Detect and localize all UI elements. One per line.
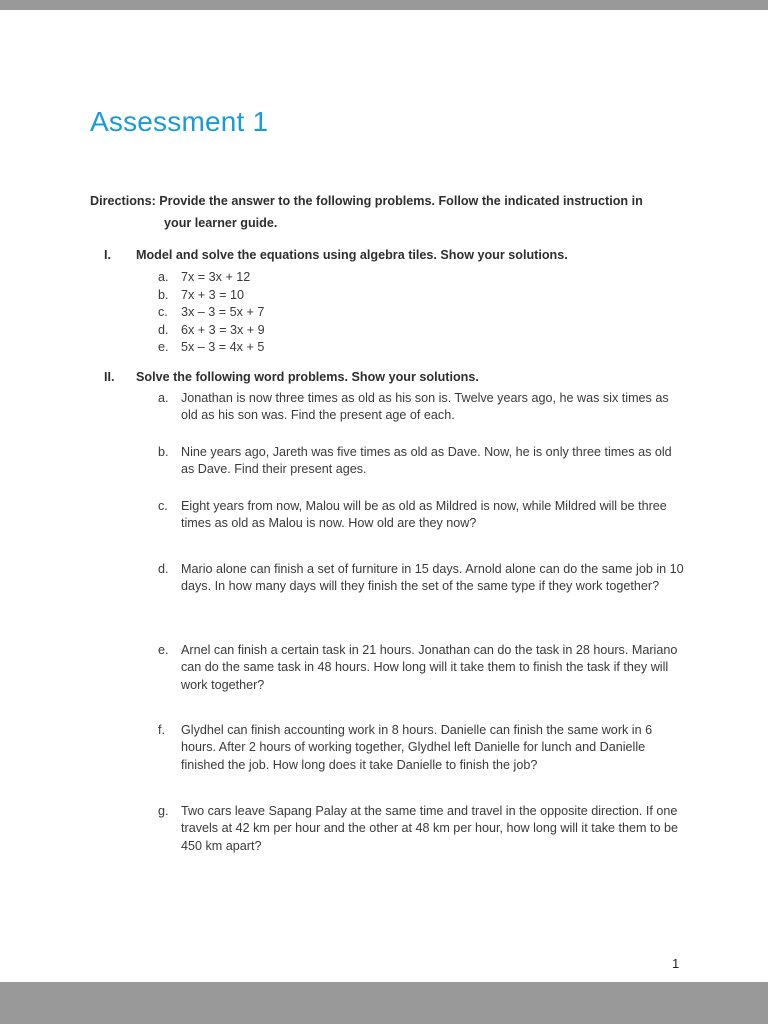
problem-text: Jonathan is now three times as old as his son is. Twelve years ago, he was six times as old as his son was. Find the present age of each. — [181, 391, 669, 423]
word-problem — [158, 722, 688, 774]
item-letter: d. — [158, 562, 169, 576]
equation-item — [158, 339, 265, 357]
item-letter: a. — [158, 391, 169, 405]
equation-list — [158, 269, 265, 357]
word-problem — [158, 390, 688, 425]
equation-item — [158, 287, 265, 305]
section-2-number: II. — [104, 370, 115, 384]
word-problem — [158, 561, 688, 596]
word-problem — [158, 498, 688, 533]
problem-text: Two cars leave Sapang Palay at the same time and travel in the opposite direction. If one travels at 42 km per hour and the other at 48 km per hour, how long will it take them to be 450 km apart? — [181, 804, 679, 853]
directions-line-2: your learner guide. — [164, 216, 278, 230]
word-problem — [158, 642, 688, 694]
item-letter: a. — [158, 270, 169, 284]
bottom-bar — [0, 982, 768, 1024]
page-title: Assessment 1 — [90, 106, 269, 137]
section-1-number: I. — [104, 248, 111, 262]
equation-item — [158, 304, 265, 322]
item-letter: b. — [158, 445, 169, 459]
item-letter: g. — [158, 804, 169, 818]
item-letter: d. — [158, 322, 169, 337]
item-letter: e. — [158, 340, 169, 355]
section-2-title: Solve the following word problems. Show your solutions. — [136, 370, 479, 384]
item-letter: f. — [158, 723, 165, 737]
item-letter: c. — [158, 305, 168, 320]
word-problem — [158, 803, 688, 855]
problem-text: Nine years ago, Jareth was five times as old as Dave. Now, he is only three times as old as Dave. Find their present ages. — [181, 445, 672, 477]
problem-text: Mario alone can finish a set of furniture in 15 days. Arnold alone can do the same job in 10 days. In how many days will they finish the set of the same type if they work together? — [181, 562, 684, 594]
item-letter: b. — [158, 287, 169, 302]
equation-text: 6x + 3 = 3x + 9 — [181, 322, 265, 337]
equation-text: 3x – 3 = 5x + 7 — [181, 305, 265, 320]
problem-text: Glydhel can finish accounting work in 8 hours. Danielle can finish the same work in 6 hours. After 2 hours of working together, Glydhel left Danielle for lunch and Danielle finished the job. How long does it take Danielle to finish the job? — [181, 723, 653, 772]
equation-text: 5x – 3 = 4x + 5 — [181, 340, 265, 355]
directions-line-1: Directions: Provide the answer to the following problems. Follow the indicated instruction in — [90, 194, 643, 208]
section-1-title: Model and solve the equations using algebra tiles. Show your solutions. — [136, 248, 568, 262]
equation-item — [158, 322, 265, 340]
equation-text: 7x = 3x + 12 — [181, 270, 251, 284]
problem-text: Eight years from now, Malou will be as old as Mildred is now, while Mildred will be three times as old as Malou is now. How old are they now? — [181, 499, 667, 531]
page-number: 1 — [672, 956, 680, 971]
problem-text: Arnel can finish a certain task in 21 hours. Jonathan can do the task in 28 hours. Mariano can do the same task in 48 hours. How long will it take them to finish the task if they will work together? — [181, 643, 678, 692]
word-problem — [158, 444, 688, 479]
top-bar — [0, 0, 768, 10]
directions — [90, 190, 680, 234]
equation-item — [158, 269, 265, 287]
item-letter: c. — [158, 499, 168, 513]
item-letter: e. — [158, 643, 169, 657]
equation-text: 7x + 3 = 10 — [181, 287, 245, 302]
